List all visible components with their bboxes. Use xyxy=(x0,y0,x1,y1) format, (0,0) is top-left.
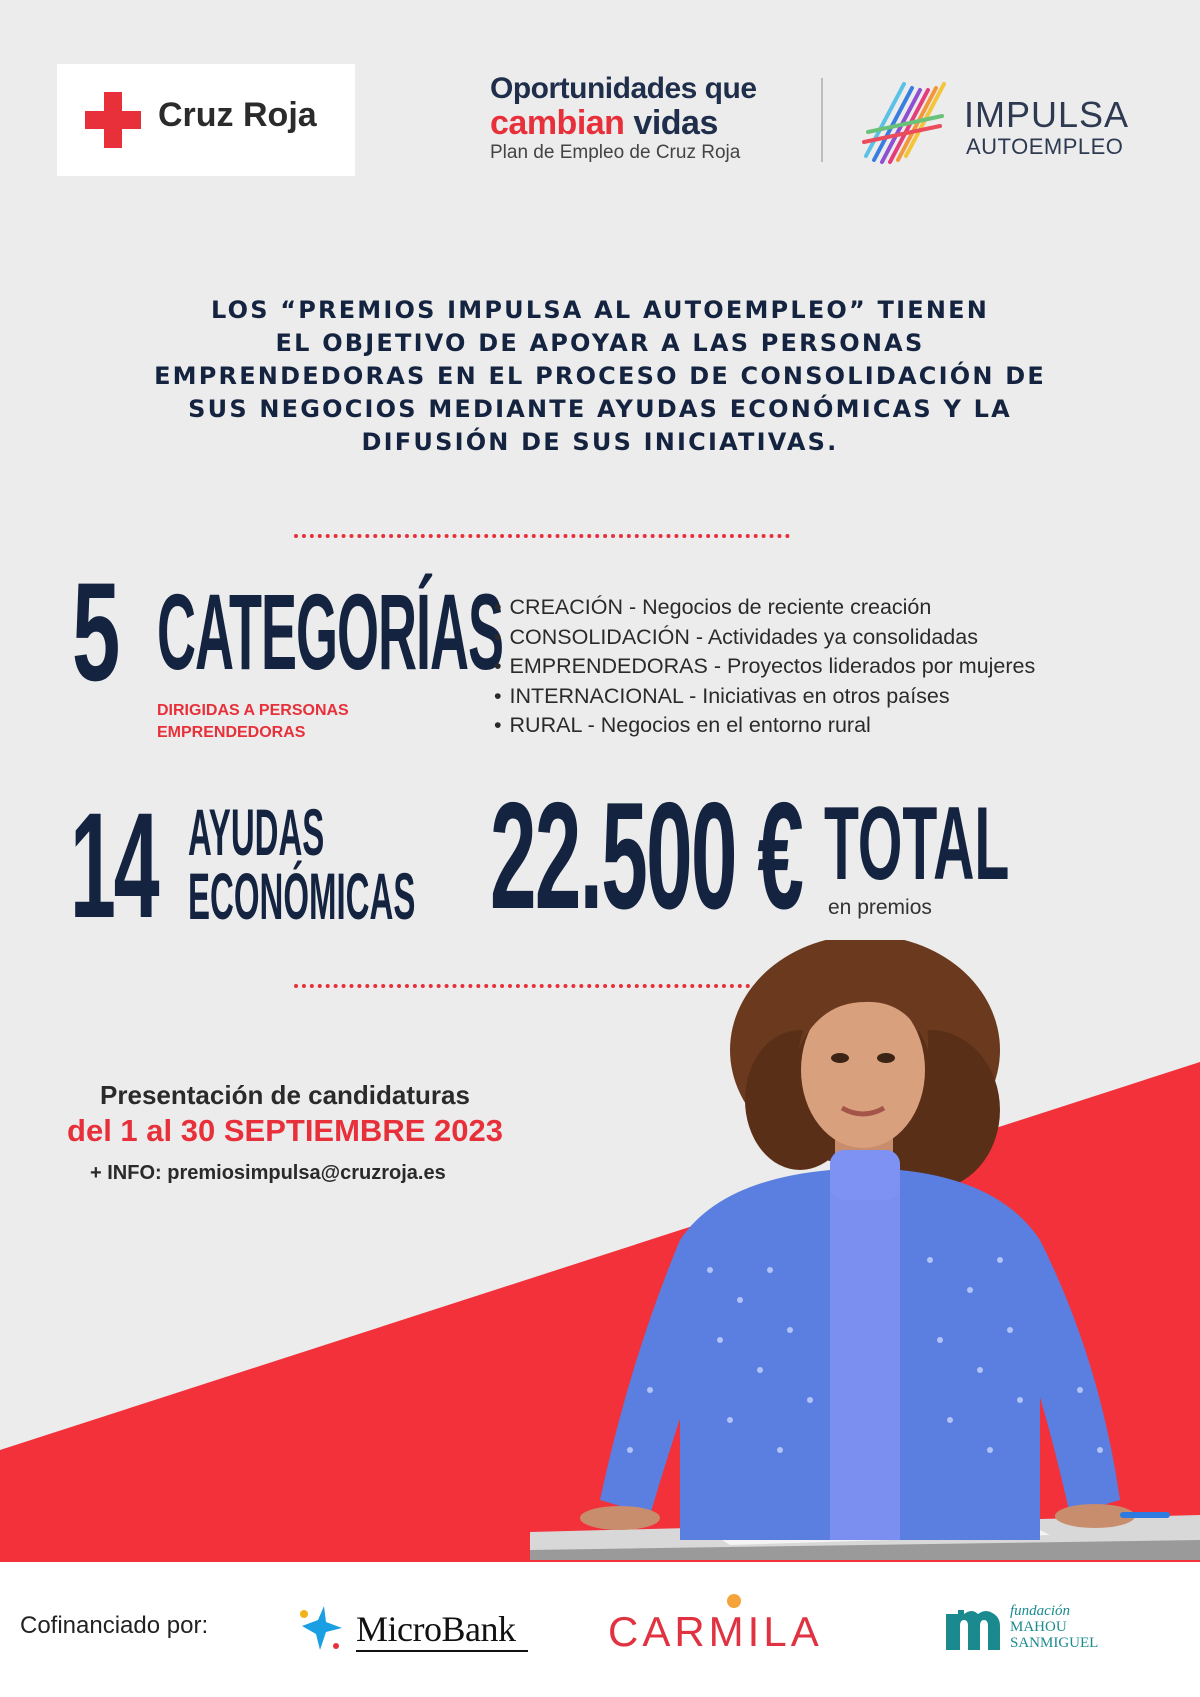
intro-line: LOS “PREMIOS IMPULSA AL AUTOEMPLEO” TIENEN xyxy=(210,296,990,324)
en-premios-label: en premios xyxy=(828,896,932,919)
list-item: • CREACIÓN - Negocios de reciente creación xyxy=(494,593,1035,623)
vidas-word: vidas xyxy=(633,104,718,142)
contact-info: + INFO: premiosimpulsa@cruzroja.es xyxy=(90,1162,446,1184)
list-item: • EMPRENDEDORAS - Proyectos liderados por mujeres xyxy=(494,652,1035,682)
categories-title: CATEGORÍAS xyxy=(157,571,504,692)
carmila-dot-icon xyxy=(727,1594,741,1608)
aid-count: 14 xyxy=(70,781,158,949)
list-item: • RURAL - Negocios en el entorno rural xyxy=(494,711,1035,741)
total-label: TOTAL xyxy=(824,786,1010,902)
microbank-star-icon xyxy=(296,1606,346,1650)
microbank-logo-text: MicroBank xyxy=(356,1609,516,1649)
aid-label xyxy=(188,795,416,933)
intro-line: DIFUSIÓN DE SUS INICIATIVAS. xyxy=(361,428,839,456)
microbank-underline xyxy=(356,1650,528,1652)
header-divider xyxy=(821,78,823,162)
intro-paragraph xyxy=(100,294,1100,459)
fundacion-word: fundación xyxy=(1010,1603,1070,1619)
categories-subtitle-line1: DIRIGIDAS A PERSONAS xyxy=(157,702,349,719)
carmila-logo-text: CARMILA xyxy=(608,1608,823,1655)
cofinanciado-label: Cofinanciado por: xyxy=(20,1612,209,1639)
intro-line: EL OBJETIVO DE APOYAR A LAS PERSONAS xyxy=(275,329,925,357)
categories-subtitle-line2: EMPRENDEDORAS xyxy=(157,724,306,741)
cruz-roja-logo xyxy=(57,64,355,176)
oportunidades-line1: Oportunidades que xyxy=(490,72,757,105)
autoempleo-subtitle: AUTOEMPLEO xyxy=(966,134,1124,159)
aid-label-line2: ECONÓMICAS xyxy=(188,859,416,933)
list-item: • CONSOLIDACIÓN - Actividades ya consolidadas xyxy=(494,623,1035,653)
categories-list xyxy=(494,593,1035,741)
cruz-roja-label: Cruz Roja xyxy=(158,96,317,134)
intro-line: SUS NEGOCIOS MEDIANTE AYUDAS ECONÓMICAS Y LA xyxy=(188,395,1012,423)
plan-empleo-label: Plan de Empleo de Cruz Roja xyxy=(490,142,741,163)
impulsa-stripes-icon xyxy=(862,76,948,164)
categories-count: 5 xyxy=(72,553,121,710)
total-amount: 22.500 € xyxy=(490,771,803,941)
sanmiguel-word: SANMIGUEL xyxy=(1010,1635,1099,1651)
mahou-word: MAHOU xyxy=(1010,1619,1067,1635)
intro-line: EMPRENDEDORAS EN EL PROCESO DE CONSOLIDACIÓN DE xyxy=(154,362,1046,390)
red-cross-icon xyxy=(85,92,141,148)
fundacion-mahou-m-icon xyxy=(944,1606,1002,1652)
categories-subtitle xyxy=(157,700,349,744)
woman-photo xyxy=(530,940,1200,1560)
dotted-divider-top xyxy=(294,534,790,538)
list-item: • INTERNACIONAL - Iniciativas en otros países xyxy=(494,682,1035,712)
oportunidades-line2 xyxy=(490,104,718,143)
impulsa-title: IMPULSA xyxy=(964,94,1130,135)
presentation-dates: del 1 al 30 SEPTIEMBRE 2023 xyxy=(67,1113,503,1148)
aid-label-line1: AYUDAS xyxy=(188,795,325,869)
presentation-heading: Presentación de candidaturas xyxy=(100,1080,470,1110)
fundacion-mahou-text xyxy=(1010,1603,1098,1651)
cambian-word: cambian xyxy=(490,104,625,142)
